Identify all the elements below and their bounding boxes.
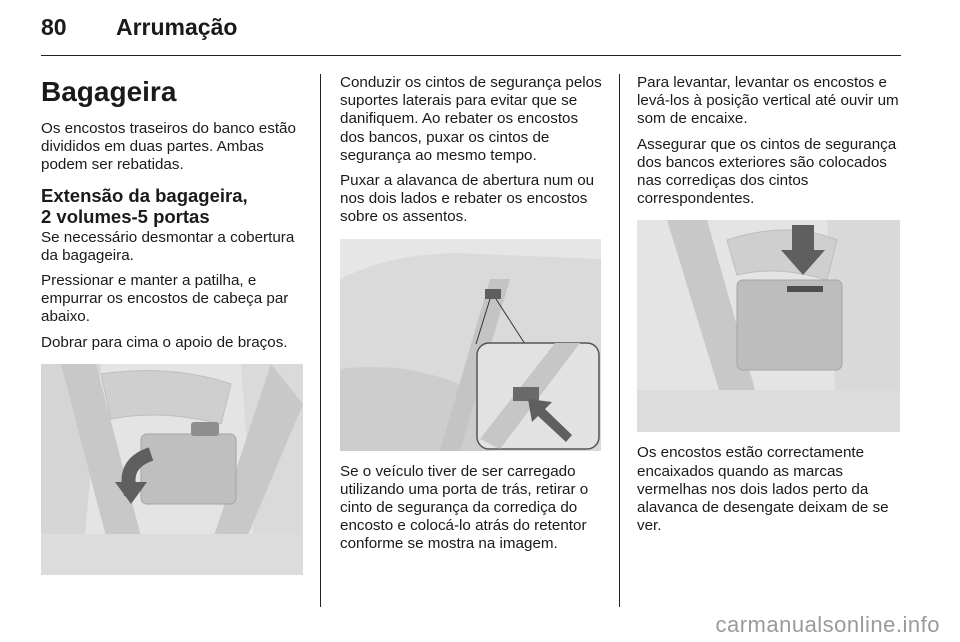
headrest-armrest-illustration (41, 364, 303, 575)
column-divider-1 (320, 74, 321, 607)
figure-belt-guide (637, 220, 900, 432)
column-2 (340, 74, 606, 561)
subsection-title-line-2: 2 volumes-5 portas (41, 205, 210, 227)
paragraph: Os encostos traseiros do banco estão divididos em duas partes. Ambas podem ser rebatidas. (41, 120, 296, 174)
seat-fold-lever-illustration (340, 239, 601, 451)
paragraph: Puxar a alavanca de abertura num ou nos dois lados e rebater os encostos sobre os assentos. (340, 172, 595, 226)
watermark: carmanualsonline.info (715, 612, 940, 637)
page-number: 80 (41, 14, 67, 40)
subsection-title-line-1: Extensão da bagageira, (41, 184, 248, 206)
paragraph: Para levantar, levantar os encostos e levá-los à posição vertical até ouvir um som de encaixe. (637, 74, 899, 128)
paragraph: Se necessário desmontar a cobertura da bagageira. (41, 228, 295, 264)
paragraph: Se o veículo tiver de ser carregado utilizando uma porta de trás, retirar o cinto de segurança da corrediça do encosto e colocá-lo atrás do retentor conforme se mostra na imagem. (340, 462, 589, 553)
section-title: Bagageira (41, 76, 177, 107)
paragraph: Assegurar que os cintos de segurança dos bancos exteriores são colocados nas corrediças dos cintos correspondentes. (637, 135, 897, 208)
paragraph: Os encostos estão correctamente encaixados quando as marcas vermelhas nos dois lados perto da alavanca de desengate deixam de se ver. (637, 444, 889, 535)
header-rule (41, 55, 901, 56)
paragraph: Pressionar e manter a patilha, e empurrar os encostos de cabeça par abaixo. (41, 272, 289, 326)
column-divider-2 (619, 74, 620, 607)
column-3 (637, 74, 902, 542)
paragraph: Conduzir os cintos de segurança pelos suportes laterais para evitar que se danifiquem. Ao rebater os encostos dos bancos, puxar os cintos de segurança ao mesmo tempo. (340, 74, 602, 164)
figure-headrest-armrest (41, 364, 303, 575)
belt-guide-illustration (637, 220, 900, 432)
paragraph: Dobrar para cima o apoio de braços. (41, 333, 288, 351)
figure-seat-fold-lever (340, 239, 601, 451)
chapter-title: Arrumação (116, 14, 238, 40)
subsection-title (41, 185, 311, 227)
column-1 (41, 74, 311, 575)
